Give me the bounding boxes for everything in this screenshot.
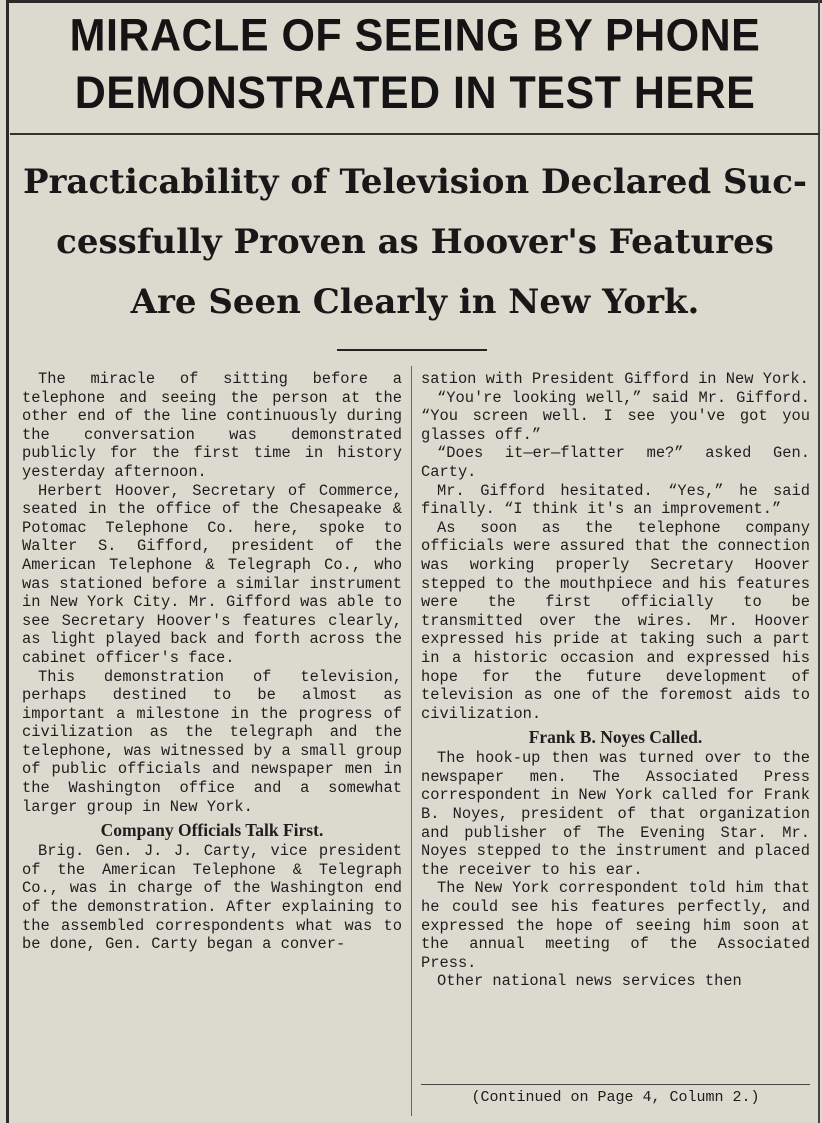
paragraph: Mr. Gifford hesitated. “Yes,” he said finally. “I think it's an improvement.”: [421, 481, 810, 519]
column-divider: [411, 366, 412, 1116]
page-border-right: [818, 0, 820, 1123]
headline-line-2: DEMONSTRATED IN TEST HERE: [74, 68, 756, 119]
paragraph: The hook-up then was turned over to the newspaper men. The Associated Press correspondent in New York called for Frank B. Noyes, president of that organization and publisher of The Evening Star. Mr. Noyes stepped to the instrument and placed the receiver to his ear.: [421, 749, 810, 879]
paragraph: sation with President Gifford in New York.: [421, 370, 809, 388]
article-column-left: [22, 370, 402, 954]
paragraph: The New York correspondent told him that he could see his features perfectly, and expressed the hope of seeing him soon at the annual meeting of the Associated Press.: [421, 879, 810, 972]
page-border-left: [6, 0, 9, 1123]
headline-line-1: MIRACLE OF SEEING BY PHONE: [69, 10, 761, 61]
paragraph: Other national news services then: [437, 972, 742, 991]
subheading: Frank B. Noyes Called.: [528, 727, 703, 748]
deck-rule: [337, 349, 487, 351]
continued-notice: (Continued on Page 4, Column 2.): [421, 1084, 810, 1111]
deck-line-1: Practicability of Television Declared Suc-: [22, 162, 808, 202]
headline-rule: [10, 133, 820, 135]
deck-line-2: cessfully Proven as Hoover's Features: [56, 222, 774, 262]
paragraph: The miracle of sitting before a telephone and seeing the person at the other end of the line continuously during the conversation was demonstrated publicly for the first time in history yesterday afternoon.: [22, 370, 402, 481]
subheading: Company Officials Talk First.: [100, 820, 324, 841]
main-headline: [12, 7, 818, 123]
article-column-right: [421, 370, 810, 991]
paragraph: “Does it—er—flatter me?” asked Gen. Carty.: [421, 444, 810, 481]
paragraph: Herbert Hoover, Secretary of Commerce, seated in the office of the Chesapeake & Potomac Telephone Co. here, spoke to Walter S. Gifford, president of the American Telephone & Telegraph Co., who was stationed before a similar instrument in New York City. Mr. Gifford was able to see Secretary Hoover's features clearly, as light played back and forth across the cabinet officer's face.: [22, 481, 402, 667]
paragraph: As soon as the telephone company officials were assured that the connection was working properly Secretary Hoover stepped to the mouthpiece and his features were the first officially to be transmitted over the wires. Mr. Hoover expressed his pride at taking such a part in a historic occasion and expressed his hope for the future development of television as one of the foremost aids to civilization.: [421, 518, 810, 723]
page-border-top: [6, 0, 822, 3]
paragraph: Brig. Gen. J. J. Carty, vice president of the American Telephone & Telegraph Co., was in charge of the Washington end of the demonstration. After explaining to the assembled correspondents what was to be done, Gen. Carty began a conver-: [22, 842, 402, 954]
deck-line-3: Are Seen Clearly in New York.: [130, 282, 700, 322]
paragraph: “You're looking well,” said Mr. Gifford. “You screen well. I see you've got you glasses off.”: [421, 388, 810, 444]
paragraph: This demonstration of television, perhaps destined to be almost as important a milestone in the progress of civilization as the telegraph and the telephone, was witnessed by a small group of public officials and newspaper men in the Washington office and a somewhat larger group in New York.: [22, 667, 402, 816]
deck-headline: [12, 152, 818, 332]
